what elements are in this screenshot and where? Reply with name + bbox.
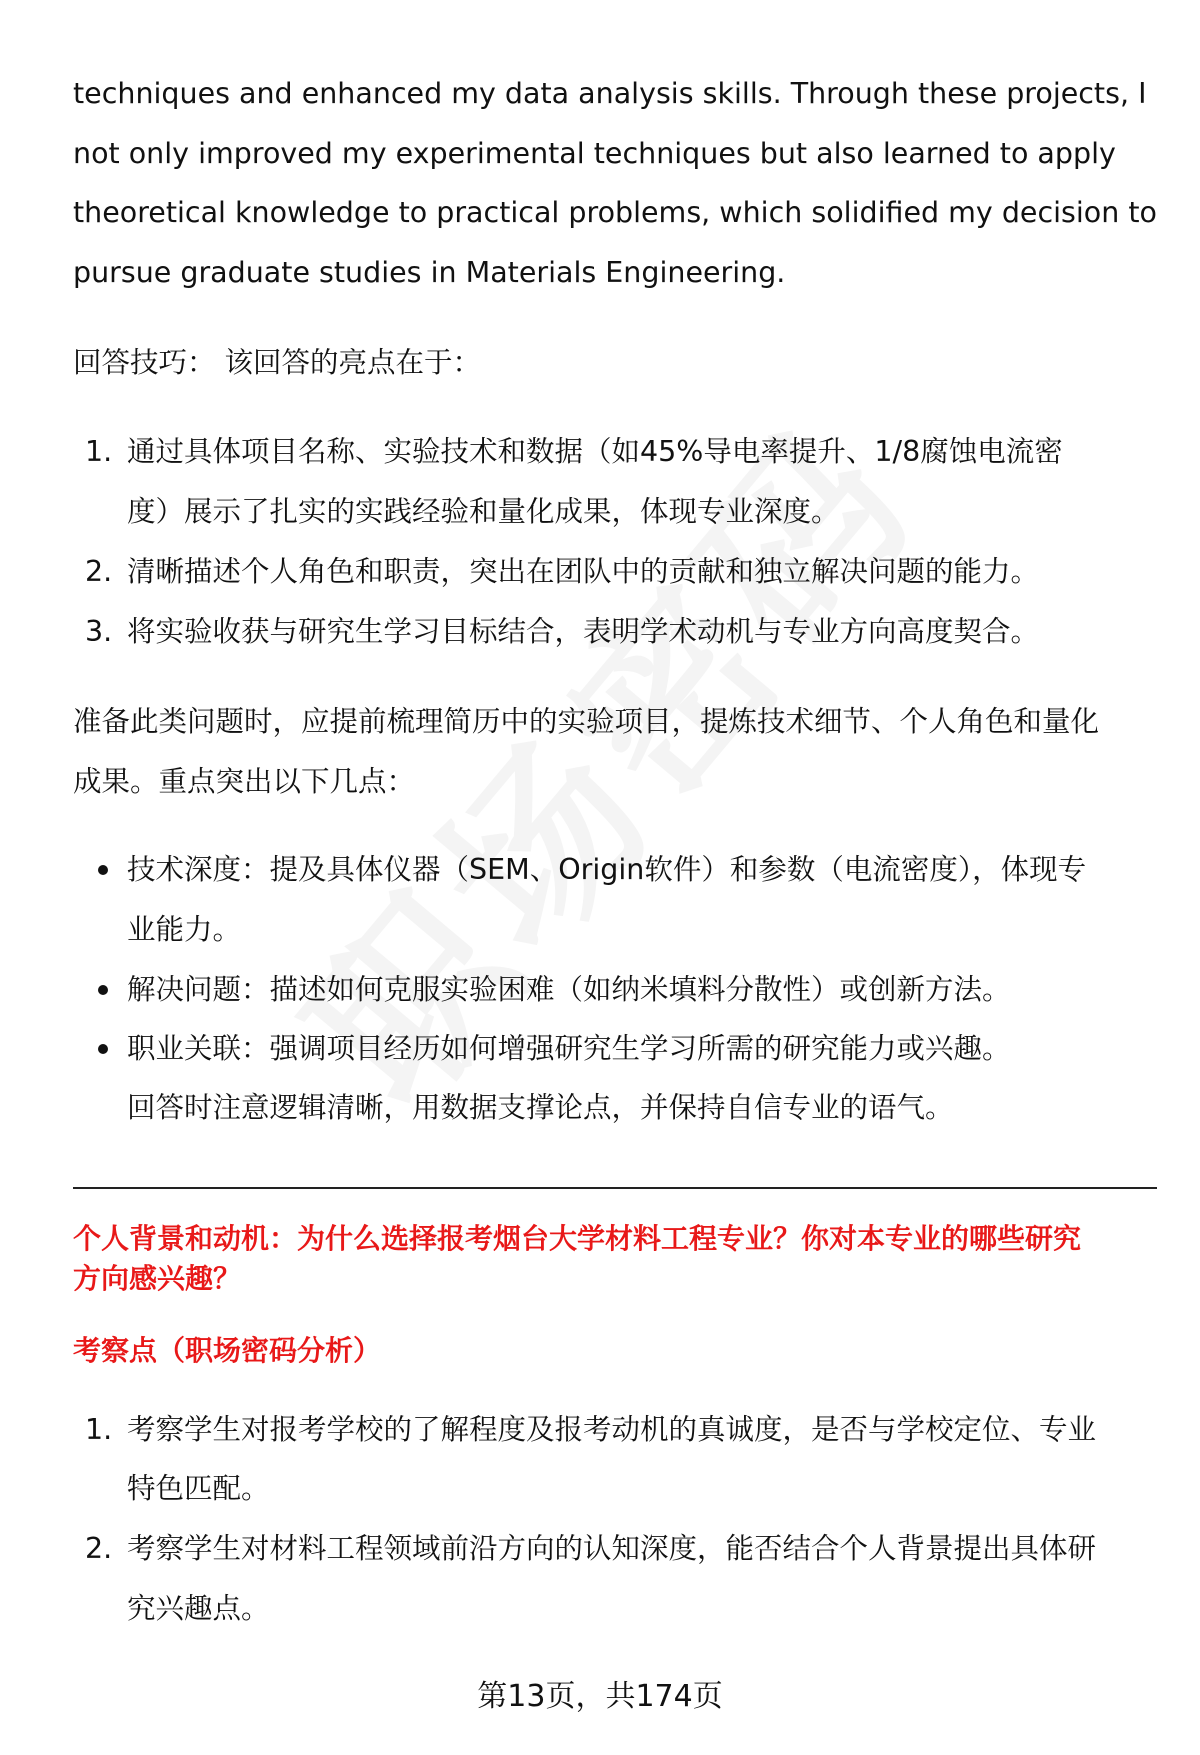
bullet-icon	[98, 985, 108, 995]
intro-line: techniques and enhanced my data analysis skills. Through these projects, I	[73, 77, 1147, 110]
bullet-item: 业能力。	[127, 913, 242, 946]
list-number: 2.	[85, 1532, 113, 1565]
bullet-icon	[98, 1044, 108, 1054]
bullet-item: 技术深度：提及具体仪器（SEM、Origin软件）和参数（电流密度），体现专	[127, 853, 1087, 886]
tips-heading: 回答技巧： 该回答的亮点在于：	[73, 346, 482, 379]
bullet-item: 解决问题：描述如何克服实验困难（如纳米填料分散性）或创新方法。	[127, 973, 1011, 1006]
intro-line: not only improved my experimental techniques but also learned to apply	[73, 137, 1116, 170]
list-number: 3.	[85, 615, 113, 648]
list-item: 将实验收获与研究生学习目标结合，表明学术动机与专业方向高度契合。	[127, 615, 1040, 648]
list-item: 特色匹配。	[127, 1472, 270, 1505]
bullet-icon	[98, 865, 108, 875]
list-item: 度）展示了扎实的实践经验和量化成果，体现专业深度。	[127, 495, 840, 528]
list-number: 2.	[85, 555, 113, 588]
list-number: 1.	[85, 435, 113, 468]
list-item: 究兴趣点。	[127, 1592, 270, 1625]
list-item: 考察学生对材料工程领域前沿方向的认知深度，能否结合个人背景提出具体研	[127, 1532, 1097, 1565]
bullet-item: 职业关联：强调项目经历如何增强研究生学习所需的研究能力或兴趣。	[127, 1032, 1011, 1065]
list-item: 清晰描述个人角色和职责，突出在团队中的贡献和独立解决问题的能力。	[127, 555, 1040, 588]
intro-line: theoretical knowledge to practical problems, which solidified my decision to	[73, 196, 1157, 229]
list-item: 通过具体项目名称、实验技术和数据（如45%导电率提升、1/8腐蚀电流密	[127, 435, 1063, 468]
list-number: 1.	[85, 1413, 113, 1446]
question-title: 个人背景和动机：为什么选择报考烟台大学材料工程专业？你对本专业的哪些研究	[73, 1222, 1082, 1255]
question-title: 方向感兴趣？	[73, 1262, 242, 1295]
page-footer: 第13页，共174页	[477, 1679, 723, 1714]
intro-line: pursue graduate studies in Materials Engineering.	[73, 256, 786, 289]
analysis-heading: 考察点（职场密码分析）	[73, 1334, 382, 1367]
divider	[73, 1187, 1157, 1189]
prep-line: 成果。重点突出以下几点：	[73, 765, 416, 798]
bullet-item: 回答时注意逻辑清晰，用数据支撑论点，并保持自信专业的语气。	[127, 1091, 954, 1124]
prep-line: 准备此类问题时，应提前梳理简历中的实验项目，提炼技术细节、个人角色和量化	[73, 705, 1100, 738]
list-item: 考察学生对报考学校的了解程度及报考动机的真诚度，是否与学校定位、专业	[127, 1413, 1097, 1446]
